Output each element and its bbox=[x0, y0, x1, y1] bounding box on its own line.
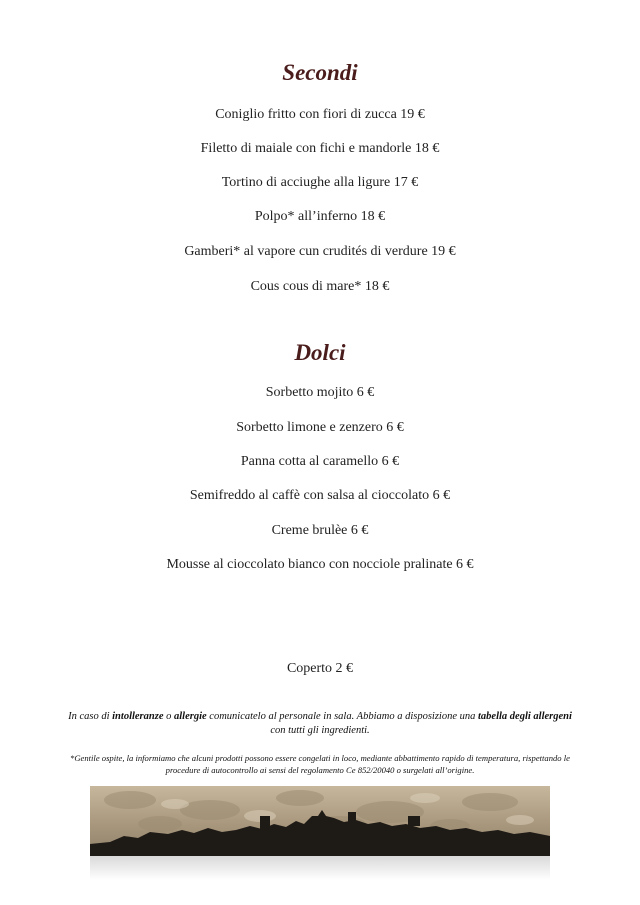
menu-item: Semifreddo al caffè con salsa al cioccolato 6 € bbox=[189, 488, 451, 503]
allergy-note bbox=[60, 710, 580, 738]
menu-item: Sorbetto mojito 6 € bbox=[265, 385, 375, 400]
allergy-note-emphasis: tabella degli allergeni bbox=[478, 711, 572, 722]
menu-item: Creme brulèe 6 € bbox=[271, 523, 369, 538]
menu-item: Cous cous di mare* 18 € bbox=[250, 279, 390, 294]
menu-item: Filetto di maiale con fichi e mandorle 18 € bbox=[200, 141, 440, 156]
section-title-secondi: Secondi bbox=[282, 60, 358, 85]
allergy-note-text: In caso di bbox=[68, 711, 113, 722]
coperto-price: Coperto 2 € bbox=[286, 661, 354, 676]
allergy-note-text: con tutti gli ingredienti. bbox=[270, 725, 370, 736]
allergy-note-emphasis: intolleranze bbox=[112, 711, 164, 722]
menu-item: Panna cotta al caramello 6 € bbox=[240, 454, 400, 469]
allergy-note-emphasis: allergie bbox=[173, 711, 207, 722]
image-shadow bbox=[90, 856, 550, 880]
stone-wall-village-image bbox=[90, 786, 550, 856]
menu-item: Gamberi* al vapore cun crudités di verdure 19 € bbox=[184, 244, 456, 259]
menu-item: Polpo* all’inferno 18 € bbox=[254, 209, 386, 224]
menu-item: Coniglio fritto con fiori di zucca 19 € bbox=[215, 107, 425, 122]
allergy-note-text: o bbox=[163, 711, 174, 722]
allergy-note-text: comunicatelo al personale in sala. Abbiamo a disposizione una bbox=[206, 711, 478, 722]
menu-item: Mousse al cioccolato bianco con nocciole pralinate 6 € bbox=[166, 557, 474, 572]
menu-item: Tortino di acciughe alla ligure 17 € bbox=[221, 175, 419, 190]
menu-item: Sorbetto limone e zenzero 6 € bbox=[236, 420, 404, 435]
section-title-dolci: Dolci bbox=[294, 340, 346, 365]
village-silhouette-graphic bbox=[90, 786, 550, 856]
frozen-products-note: *Gentile ospite, la informiamo che alcuni prodotti possono essere congelati in loco, mediante abbattimento rapido di temperatura, rispettando le procedure di autocontrollo ai sensi del regolamento Ce 852/20040 o surgelati all’origine. bbox=[70, 753, 570, 775]
